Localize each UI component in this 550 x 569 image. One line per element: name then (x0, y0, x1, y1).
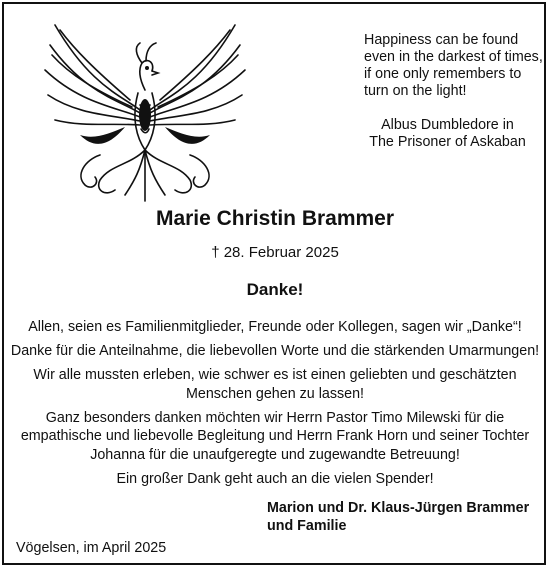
paragraph (0, 342, 550, 361)
signature-line: Marion und Dr. Klaus-Jürgen Brammer (267, 500, 530, 516)
place-and-date: Vögelsen, im April 2025 (16, 540, 167, 556)
paragraph (0, 409, 550, 465)
quote-line: if one only remembers to (364, 66, 522, 82)
paragraph (0, 366, 550, 403)
paragraph (0, 318, 550, 337)
quote-line: Happiness can be found (364, 32, 519, 48)
paragraph-line: Danke für die Anteilnahme, die liebevollen Worte und die stärkenden Umarmungen! (10, 343, 540, 359)
paragraph-line: Allen, seien es Familienmitglieder, Freunde oder Kollegen, sagen wir „Danke“! (28, 319, 522, 335)
paragraph-line: Menschen gehen zu lassen! (185, 385, 365, 402)
quote-text (364, 32, 544, 100)
quote-line: turn on the light! (364, 83, 467, 99)
family-signature (267, 499, 529, 535)
signature-line: und Familie (267, 518, 347, 534)
thanks-heading: Danke! (246, 280, 304, 299)
quote-line: even in the darkest of times, (364, 49, 543, 65)
paragraph-line: Johanna für die unaufgeregte und zugewandte Betreuung! (90, 446, 460, 463)
thanks-body (0, 318, 550, 494)
paragraph-line: Wir alle mussten erleben, wie schwer es ist einen geliebten und geschätzten (33, 367, 517, 383)
quote-author-line: The Prisoner of Askaban (369, 134, 526, 150)
death-date: † 28. Februar 2025 (211, 244, 339, 261)
deceased-name: Marie Christin Brammer (155, 207, 395, 230)
paragraph-line: empathische und liebevolle Begleitung und Herrn Frank Horn und seiner Tochter (20, 428, 530, 444)
paragraph-line: Ein großer Dank geht auch an die vielen Spender! (116, 470, 434, 487)
paragraph-line: Ganz besonders danken möchten wir Herrn Pastor Timo Milewski für die (45, 409, 505, 426)
paragraph (0, 470, 550, 489)
quote-author-line: Albus Dumbledore in (381, 117, 514, 133)
quote-attribution (360, 117, 535, 151)
phoenix-icon (40, 15, 250, 205)
